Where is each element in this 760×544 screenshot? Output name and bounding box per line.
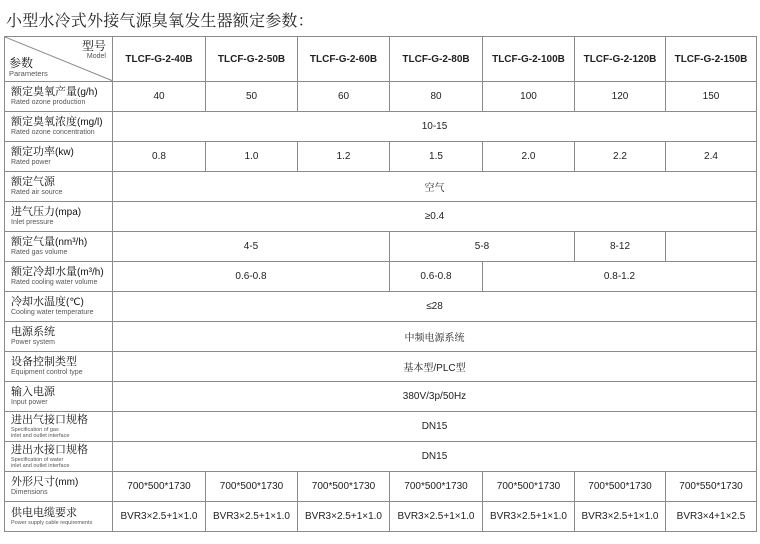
row-label — [5, 502, 113, 532]
label-en: Rated cooling water volume — [11, 279, 98, 286]
corner-model-en: Model — [86, 53, 106, 60]
model-header: TLCF-G-2-40B — [113, 37, 206, 82]
value-cell: 700*500*1730 — [298, 472, 390, 502]
value-cell: 2.2 — [575, 142, 666, 172]
model-header: TLCF-G-2-150B — [666, 37, 757, 82]
label-en: Power system — [11, 339, 55, 346]
row-label — [5, 232, 113, 262]
label-cn: 输入电源 — [11, 386, 55, 398]
label-en: Dimensions — [11, 489, 48, 496]
label-cn: 冷却水温度 — [11, 296, 66, 308]
value-cell: 2.4 — [666, 142, 757, 172]
table-row — [5, 382, 757, 412]
value-cell: 1.5 — [390, 142, 483, 172]
row-label — [5, 472, 113, 502]
value-cell: 0.6-0.8 — [390, 262, 483, 292]
row-label — [5, 172, 113, 202]
row-label — [5, 322, 113, 352]
value-cell: 700*500*1730 — [206, 472, 298, 502]
label-unit: (m³/h) — [77, 267, 104, 278]
table-row — [5, 232, 757, 262]
table-row — [5, 172, 757, 202]
value-cell: BVR3×2.5+1×1.0 — [575, 502, 666, 532]
label-en: Rated air source — [11, 189, 63, 196]
model-header: TLCF-G-2-100B — [483, 37, 575, 82]
value-cell: 中频电源系统 — [113, 322, 757, 352]
value-cell: 100 — [483, 82, 575, 112]
table-row — [5, 442, 757, 472]
label-en: inlet and outlet interface — [11, 463, 70, 469]
value-cell: 5-8 — [390, 232, 575, 262]
value-cell: ≤28 — [113, 292, 757, 322]
label-unit: (kw) — [55, 147, 74, 158]
value-cell: 50 — [206, 82, 298, 112]
label-cn: 进气压力 — [11, 206, 55, 218]
value-cell: DN15 — [113, 412, 757, 442]
value-cell: 1.2 — [298, 142, 390, 172]
value-cell: 8-12 — [575, 232, 666, 262]
value-cell: 80 — [390, 82, 483, 112]
table-row — [5, 82, 757, 112]
table-row — [5, 142, 757, 172]
label-en: inlet and outlet interface — [11, 433, 70, 439]
value-cell: 基本型/PLC型 — [113, 352, 757, 382]
value-cell: 380V/3p/50Hz — [113, 382, 757, 412]
model-header: TLCF-G-2-80B — [390, 37, 483, 82]
value-cell: 700*500*1730 — [113, 472, 206, 502]
row-label — [5, 112, 113, 142]
label-en: Rated power — [11, 159, 51, 166]
value-cell: BVR3×2.5+1×1.0 — [206, 502, 298, 532]
label-cn: 额定臭氧浓度 — [11, 116, 77, 128]
label-cn: 额定功率 — [11, 146, 55, 158]
value-cell: 空气 — [113, 172, 757, 202]
label-en: Equipment control type — [11, 369, 83, 376]
table-row — [5, 202, 757, 232]
value-cell: BVR3×2.5+1×1.0 — [390, 502, 483, 532]
label-cn: 额定臭氧产量 — [11, 86, 77, 98]
page-title: 小型水冷式外接气源臭氧发生器额定参数： — [6, 11, 314, 30]
row-label — [5, 82, 113, 112]
label-unit: (nm³/h) — [55, 237, 88, 248]
value-cell: BVR3×2.5+1×1.0 — [113, 502, 206, 532]
label-cn: 额定冷却水量 — [11, 266, 77, 278]
row-label — [5, 442, 113, 472]
table-row — [5, 322, 757, 352]
value-cell: 0.8-1.2 — [483, 262, 757, 292]
row-label — [5, 352, 113, 382]
value-cell: 1.0 — [206, 142, 298, 172]
value-cell: DN15 — [113, 442, 757, 472]
label-unit: (mpa) — [55, 207, 82, 218]
model-header: TLCF-G-2-50B — [206, 37, 298, 82]
label-en: Cooling water temperature — [11, 309, 94, 316]
label-en: Rated ozone concentration — [11, 129, 95, 136]
row-label — [5, 412, 113, 442]
value-cell: BVR3×2.5+1×1.0 — [483, 502, 575, 532]
value-cell: 700*500*1730 — [390, 472, 483, 502]
value-cell: 10-15 — [113, 112, 757, 142]
label-cn: 额定气量 — [11, 236, 55, 248]
row-label — [5, 142, 113, 172]
label-unit: (mg/l) — [77, 117, 103, 128]
corner-model-cn: 型号 — [81, 39, 106, 53]
label-cn: 进出水接口规格 — [11, 444, 88, 456]
row-label — [5, 202, 113, 232]
label-unit: (g/h) — [77, 87, 98, 98]
value-cell: 700*500*1730 — [575, 472, 666, 502]
label-cn: 电源系统 — [11, 326, 55, 338]
table-row — [5, 292, 757, 322]
value-cell: 0.6-0.8 — [113, 262, 390, 292]
label-en: Rated gas volume — [11, 249, 68, 256]
value-cell: 0.8 — [113, 142, 206, 172]
label-unit: (℃) — [66, 297, 84, 308]
header-row — [5, 37, 757, 82]
label-cn: 外形尺寸 — [11, 476, 55, 488]
value-cell: 700*550*1730 — [666, 472, 757, 502]
table-row — [5, 112, 757, 142]
value-cell: ≥0.4 — [113, 202, 757, 232]
table-row — [5, 262, 757, 292]
label-unit: (mm) — [55, 477, 79, 488]
spec-table — [4, 36, 757, 532]
value-cell: 120 — [575, 82, 666, 112]
value-cell: 700*500*1730 — [483, 472, 575, 502]
label-cn: 设备控制类型 — [11, 356, 77, 368]
label-en: Specification of gas — [11, 427, 59, 433]
label-cn: 供电电缆要求 — [11, 507, 77, 519]
value-cell: 2.0 — [483, 142, 575, 172]
table-row — [5, 472, 757, 502]
row-label — [5, 292, 113, 322]
value-cell — [666, 232, 757, 262]
label-en: Inlet pressure — [11, 219, 54, 226]
model-header: TLCF-G-2-60B — [298, 37, 390, 82]
corner-param-cn: 参数 — [9, 56, 34, 70]
table-row — [5, 502, 757, 532]
value-cell: 40 — [113, 82, 206, 112]
row-label — [5, 262, 113, 292]
value-cell: 150 — [666, 82, 757, 112]
table-row — [5, 412, 757, 442]
row-label — [5, 382, 113, 412]
corner-cell — [5, 37, 113, 82]
value-cell: 4-5 — [113, 232, 390, 262]
value-cell: BVR3×2.5+1×1.0 — [298, 502, 390, 532]
table-row — [5, 352, 757, 382]
label-en: Power supply cable requirements — [11, 520, 93, 526]
model-header: TLCF-G-2-120B — [575, 37, 666, 82]
label-en: Input power — [11, 399, 48, 406]
label-en: Rated ozone production — [11, 99, 86, 106]
label-en: Specification of water — [11, 457, 64, 463]
label-cn: 进出气接口规格 — [11, 414, 88, 426]
value-cell: 60 — [298, 82, 390, 112]
value-cell: BVR3×4+1×2.5 — [666, 502, 757, 532]
label-cn: 额定气源 — [11, 176, 55, 188]
corner-param-en: Parameters — [9, 69, 48, 78]
